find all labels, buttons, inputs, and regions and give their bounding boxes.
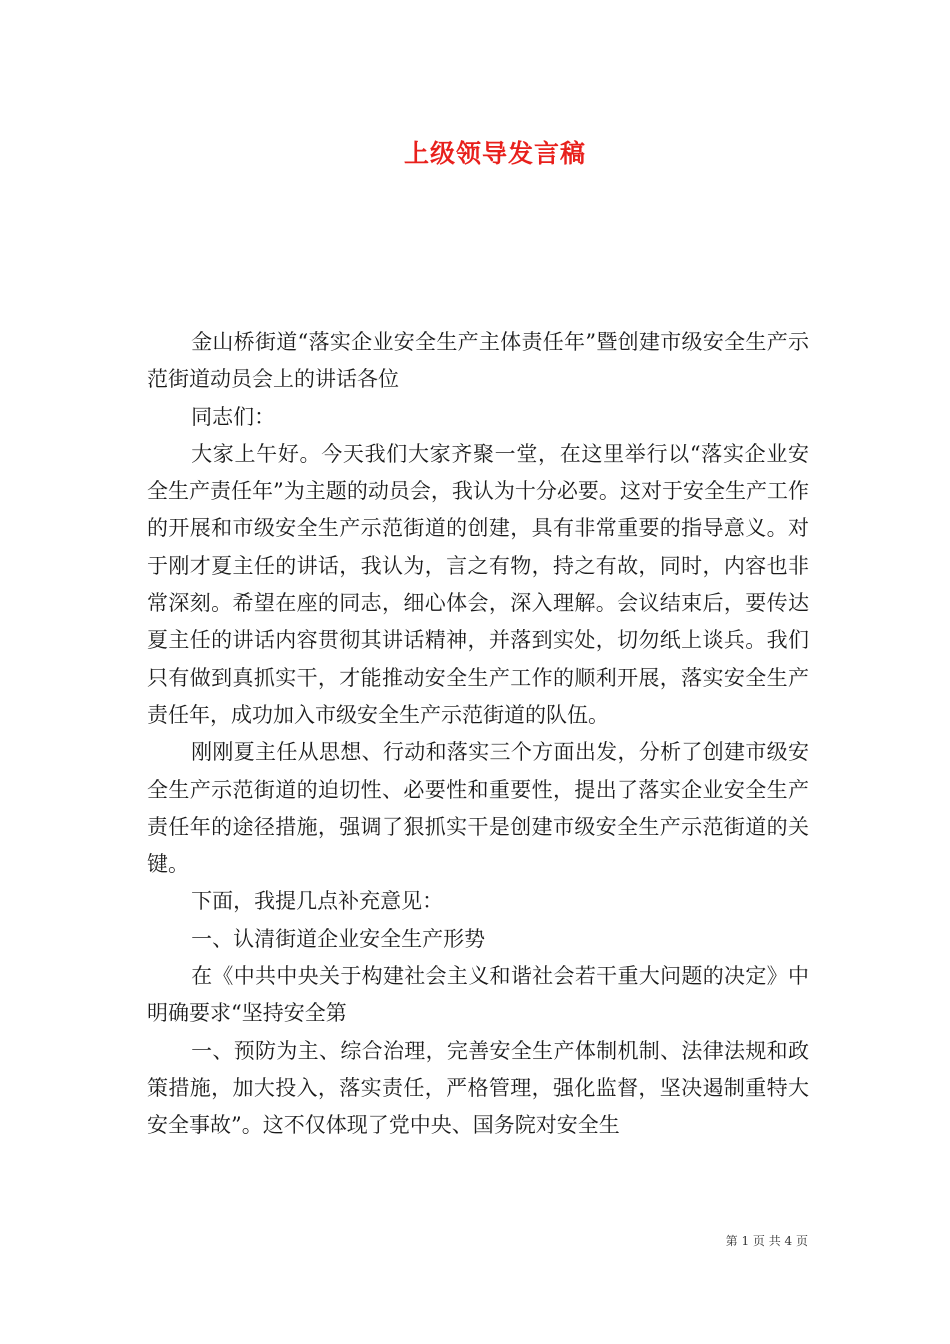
section-heading: 一、认清街道企业安全生产形势 xyxy=(191,926,486,951)
paragraph: 刚刚夏主任从思想、行动和落实三个方面出发，分析了创建市级安全生产示范街道的迫切性、必要性和重要性，提出了落实企业安全生产责任年的途径措施，强调了狠抓实干是创建市级安全生产示范街道的关键。 xyxy=(147,740,809,877)
paragraph-salutation: 同志们： xyxy=(191,404,276,429)
paragraph: 下面，我提几点补充意见： xyxy=(191,889,444,914)
document-title: 上级领导发言稿 xyxy=(403,139,586,168)
paragraph-opening: 金山桥街道“落实企业安全生产主体责任年”暨创建市级安全生产示范街道动员会上的讲话各位 xyxy=(147,330,809,392)
paragraph: 大家上午好。今天我们大家齐聚一堂，在这里举行以“落实企业安全生产责任年”为主题的动员会，我认为十分必要。这对于安全生产工作的开展和市级安全生产示范街道的创建，具有非常重要的指导意义。对于刚才夏主任的讲话，我认为，言之有物，持之有故，同时，内容也非常深刻。希望在座的同志，细心体会，深入理解。会议结束后，要传达夏主任的讲话内容贯彻其讲话精神，并落到实处，切勿纸上谈兵。我们只有做到真抓实干，才能推动安全生产工作的顺利开展，落实安全生产责任年，成功加入市级安全生产示范街道的队伍。 xyxy=(147,441,809,727)
page-number: 第 1 页 共 4 页 xyxy=(725,1234,808,1248)
document-body xyxy=(147,324,809,1145)
paragraph: 在《中共中央关于构建社会主义和谐社会若干重大问题的决定》中明确要求“坚持安全第 xyxy=(147,964,809,1026)
paragraph: 一、预防为主、综合治理，完善安全生产体制机制、法律法规和政策措施，加大投入，落实责任，严格管理，强化监督，坚决遏制重特大安全事故”。这不仅体现了党中央、国务院对安全生 xyxy=(147,1038,809,1138)
